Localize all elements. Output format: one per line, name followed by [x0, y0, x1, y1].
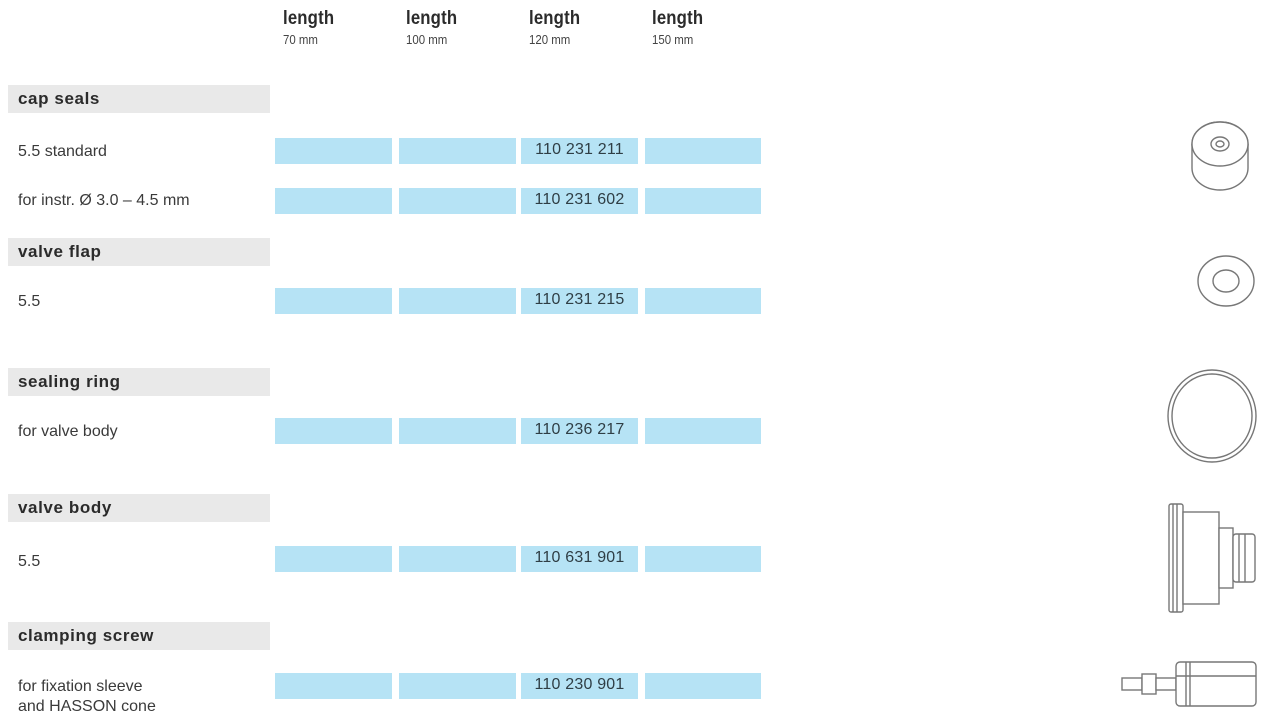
section-title: clamping screw — [18, 626, 154, 645]
table-cell — [521, 546, 638, 572]
table-cell — [399, 138, 516, 164]
table-cell — [645, 673, 761, 699]
table-cell — [399, 418, 516, 444]
table-cell — [521, 673, 638, 699]
section-cap-seals — [8, 85, 270, 113]
column-subtitle: 150 mm — [652, 32, 694, 47]
valve-flap-illustration — [1195, 252, 1257, 310]
table-cell — [645, 418, 761, 444]
table-cell — [645, 288, 761, 314]
table-cell — [275, 418, 392, 444]
cell-value: 110 231 215 — [534, 291, 625, 308]
section-sealing-ring — [8, 368, 270, 396]
column-title: length — [283, 8, 335, 29]
cap-seal-illustration — [1178, 118, 1258, 198]
section-clamping-screw — [8, 622, 270, 650]
cell-value: 110 236 217 — [534, 421, 625, 438]
column-header-120mm — [529, 8, 649, 47]
table-cell — [399, 288, 516, 314]
row-label: for fixation sleeve and HASSON cone — [18, 678, 156, 715]
table-cell — [399, 673, 516, 699]
table-cell — [275, 673, 392, 699]
cell-value: 110 231 211 — [535, 141, 624, 158]
cell-value: 110 230 901 — [534, 676, 625, 693]
table-cell — [645, 188, 761, 214]
sealing-ring-illustration — [1163, 366, 1261, 466]
table-cell — [521, 188, 638, 214]
column-header-100mm — [406, 8, 526, 47]
row-label: 5.5 — [18, 553, 41, 570]
section-valve-body — [8, 494, 270, 522]
column-header-70mm — [283, 8, 403, 47]
table-cell — [399, 188, 516, 214]
table-cell — [521, 288, 638, 314]
table-cell — [645, 138, 761, 164]
cell-value: 110 231 602 — [534, 191, 625, 208]
column-title: length — [406, 8, 458, 29]
column-subtitle: 120 mm — [529, 32, 571, 47]
column-subtitle: 100 mm — [406, 32, 448, 47]
row-label: 5.5 standard — [18, 143, 107, 160]
column-title: length — [652, 8, 704, 29]
table-cell — [645, 546, 761, 572]
table-cell — [521, 138, 638, 164]
section-title: valve body — [18, 498, 112, 517]
valve-body-illustration — [1165, 498, 1260, 620]
table-cell — [275, 546, 392, 572]
table-cell — [275, 138, 392, 164]
column-header-150mm — [652, 8, 772, 47]
clamping-screw-illustration — [1120, 656, 1260, 710]
cell-value: 110 631 901 — [534, 549, 625, 566]
section-title: sealing ring — [18, 372, 121, 391]
row-label: for instr. Ø 3.0 – 4.5 mm — [18, 192, 190, 209]
column-title: length — [529, 8, 581, 29]
row-label: 5.5 — [18, 293, 41, 310]
section-valve-flap — [8, 238, 270, 266]
column-subtitle: 70 mm — [283, 32, 318, 47]
table-cell — [399, 546, 516, 572]
row-label: for valve body — [18, 423, 118, 440]
section-title: valve flap — [18, 242, 102, 261]
table-cell — [275, 288, 392, 314]
table-cell — [275, 188, 392, 214]
table-cell — [521, 418, 638, 444]
section-title: cap seals — [18, 89, 100, 108]
